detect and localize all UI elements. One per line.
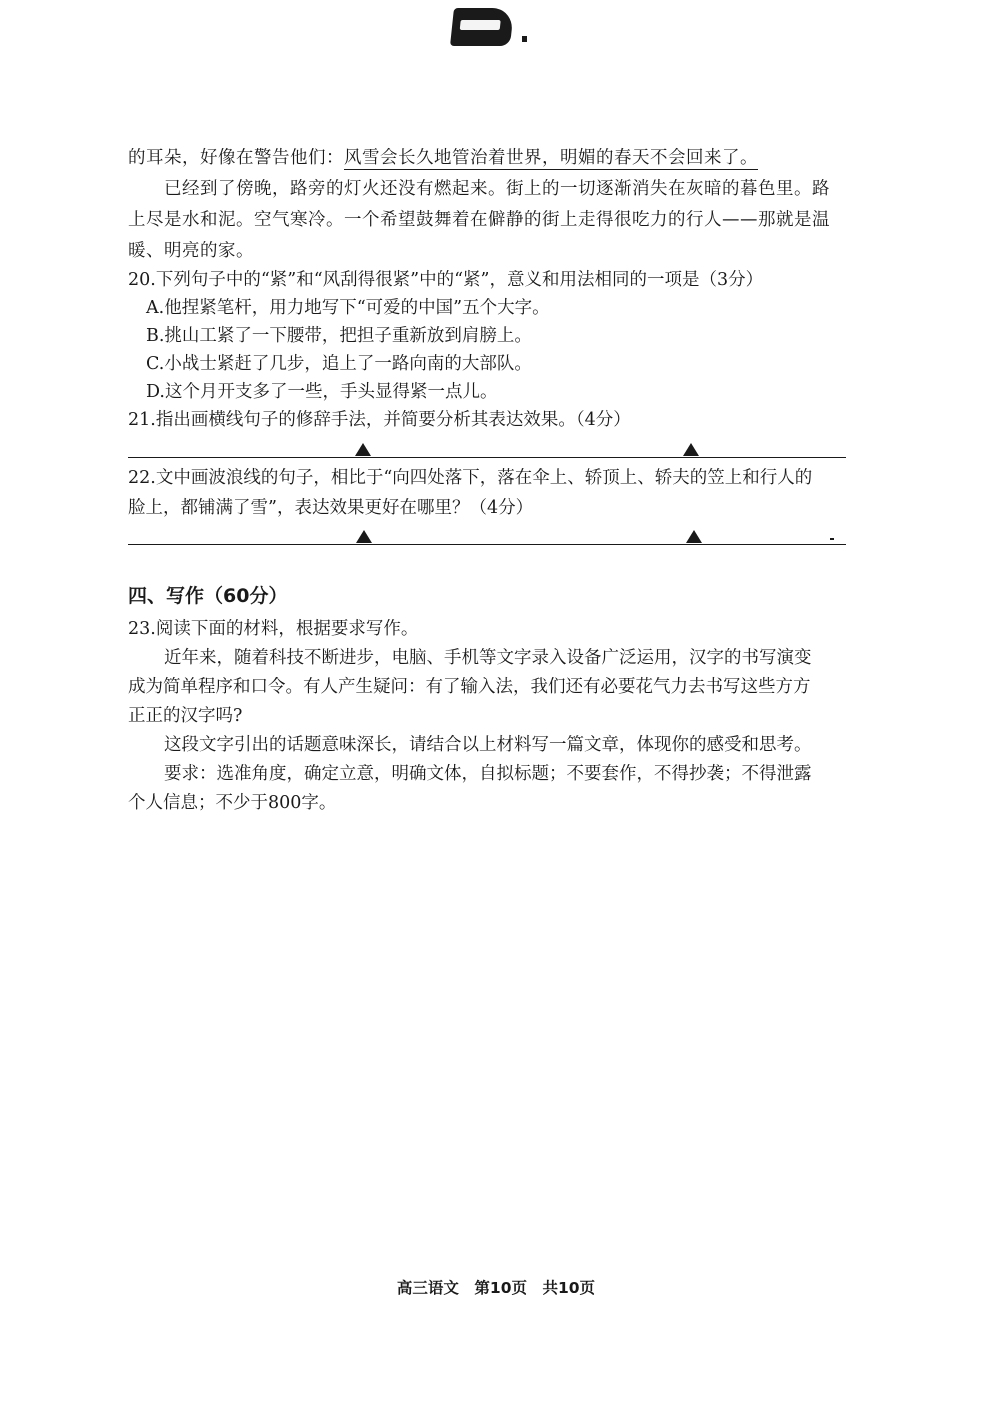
scan-speck [830,538,834,540]
material-line-3: 正正的汉字吗? [128,706,243,726]
q21-answer-marker-2 [683,443,699,456]
q22-answer-line[interactable] [128,544,846,545]
material-line-1: 近年来，随着科技不断进步，电脑、手机等文字录入设备广泛运用，汉字的书写演变 [164,648,812,668]
scan-artifact-mark [450,8,514,46]
q22-answer-marker-2 [686,530,702,543]
underlined-sentence: 风雪会长久地管治着世界，明媚的春天不会回来了。 [344,148,758,168]
passage-line-1 [128,146,758,170]
q20-option-a: A.他捏紧笔杆，用力地写下“可爱的中国”五个大字。 [146,298,550,318]
q20-option-c: C.小战士紧赶了几步，追上了一路向南的大部队。 [146,354,532,374]
writing-prompt: 这段文字引出的话题意味深长，请结合以上材料写一篇文章，体现你的感受和思考。 [164,735,812,755]
q22-stem-line-2: 脸上，都铺满了雪”，表达效果更好在哪里？（4分） [128,498,534,518]
passage-line-3: 上尽是水和泥。空气寒冷。一个希望鼓舞着在僻静的街上走得很吃力的行人——那就是温 [128,210,830,230]
material-line-2: 成为简单程序和口令。有人产生疑问：有了输入法，我们还有必要花气力去书写这些方方 [128,677,811,697]
passage-line-2: 已经到了傍晚，路旁的灯火还没有燃起来。街上的一切逐渐消失在灰暗的暮色里。路 [164,179,830,199]
q21-stem: 21.指出画横线句子的修辞手法，并简要分析其表达效果。（4分） [128,410,631,430]
requirement-line-2: 个人信息；不少于800字。 [128,793,337,813]
q20-option-d: D.这个月开支多了一些，手头显得紧一点儿。 [146,382,498,402]
q22-answer-marker-1 [356,530,372,543]
scan-artifact-dot [522,36,527,42]
passage-line-1-prefix: 的耳朵，好像在警告他们： [128,148,344,168]
section-4-title: 四、写作（60分） [128,585,288,607]
q21-answer-marker-1 [355,443,371,456]
q20-stem: 20.下列句子中的“紧”和“风刮得很紧”中的“紧”，意义和用法相同的一项是（3分） [128,270,764,290]
requirement-line-1: 要求：选准角度，确定立意，明确文体，自拟标题；不要套作，不得抄袭；不得泄露 [164,764,812,784]
passage-line-4: 暖、明亮的家。 [128,241,254,261]
page-footer: 高三语文 第10页 共10页 [396,1279,596,1297]
q23-stem: 23.阅读下面的材料，根据要求写作。 [128,619,419,639]
q21-answer-line[interactable] [128,457,846,458]
q20-option-b: B.挑山工紧了一下腰带，把担子重新放到肩膀上。 [146,326,532,346]
q22-stem-line-1: 22.文中画波浪线的句子，相比于“向四处落下，落在伞上、轿顶上、轿夫的笠上和行人的 [128,468,813,488]
